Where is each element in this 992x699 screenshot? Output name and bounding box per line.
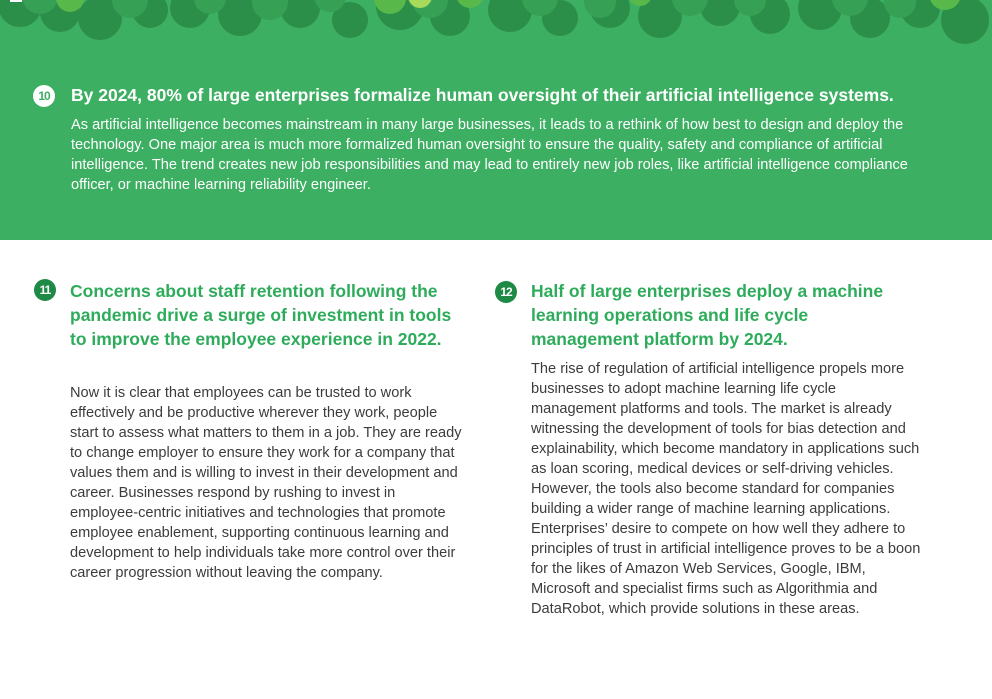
corner-mark <box>10 0 22 2</box>
prediction-12-title: Half of large enterprises deploy a machine learning operations and life cycle management platform by 2024. <box>531 281 884 349</box>
prediction-10-title: By 2024, 80% of large enterprises formalize human oversight of their artificial intelligence systems. <box>71 85 894 105</box>
prediction-12-body: The rise of regulation of artificial intelligence propels more businesses to adopt machine learning life cycle management platforms and tools. The market is already witnessing the development of tools for bias detection and explainability, which become mandatory in applications such as loan scoring, medical devices or self-driving vehicles. However, the tools also become standard for companies building a wider range of machine learning applications. Enterprises’ desire to compete on how well they adhere to principles of trust in artificial intelligence proves to be a boon for the likes of Amazon Web Services, Google, IBM, Microsoft and specialist firms such as Algorithmia and DataRobot, which provide solutions in these areas. <box>531 361 921 617</box>
tree-canopy-illustration <box>0 0 992 60</box>
prediction-12-number-badge: 12 <box>495 281 517 303</box>
prediction-10-body: As artificial intelligence becomes mainstream in many large businesses, it leads to a rethink of how best to design and deploy the technology. One major area is much more formalized human oversight to ensure the quality, safety and compliance of artificial intelligence. The trend creates new job responsibilities and may lead to entirely new job roles, like artificial intelligence compliance officer, or machine learning reliability engineer. <box>71 117 908 193</box>
prediction-11-title: Concerns about staff retention following the pandemic drive a surge of investment in tools to improve the employee experience in 2022. <box>70 281 452 349</box>
prediction-11-body: Now it is clear that employees can be trusted to work effectively and be productive wherever they work, people start to assess what matters to them in a job. They are ready to change employer to ensure they work for a company that values them and is willing to invest in their development and career. Businesses respond by rushing to invest in employee-centric initiatives and technologies that promote employee enablement, supporting continuous learning and development to help individuals take more control over their career progression without leaving the company. <box>70 385 462 581</box>
prediction-11-number-badge: 11 <box>34 279 56 301</box>
prediction-10-number-badge: 10 <box>33 85 55 107</box>
